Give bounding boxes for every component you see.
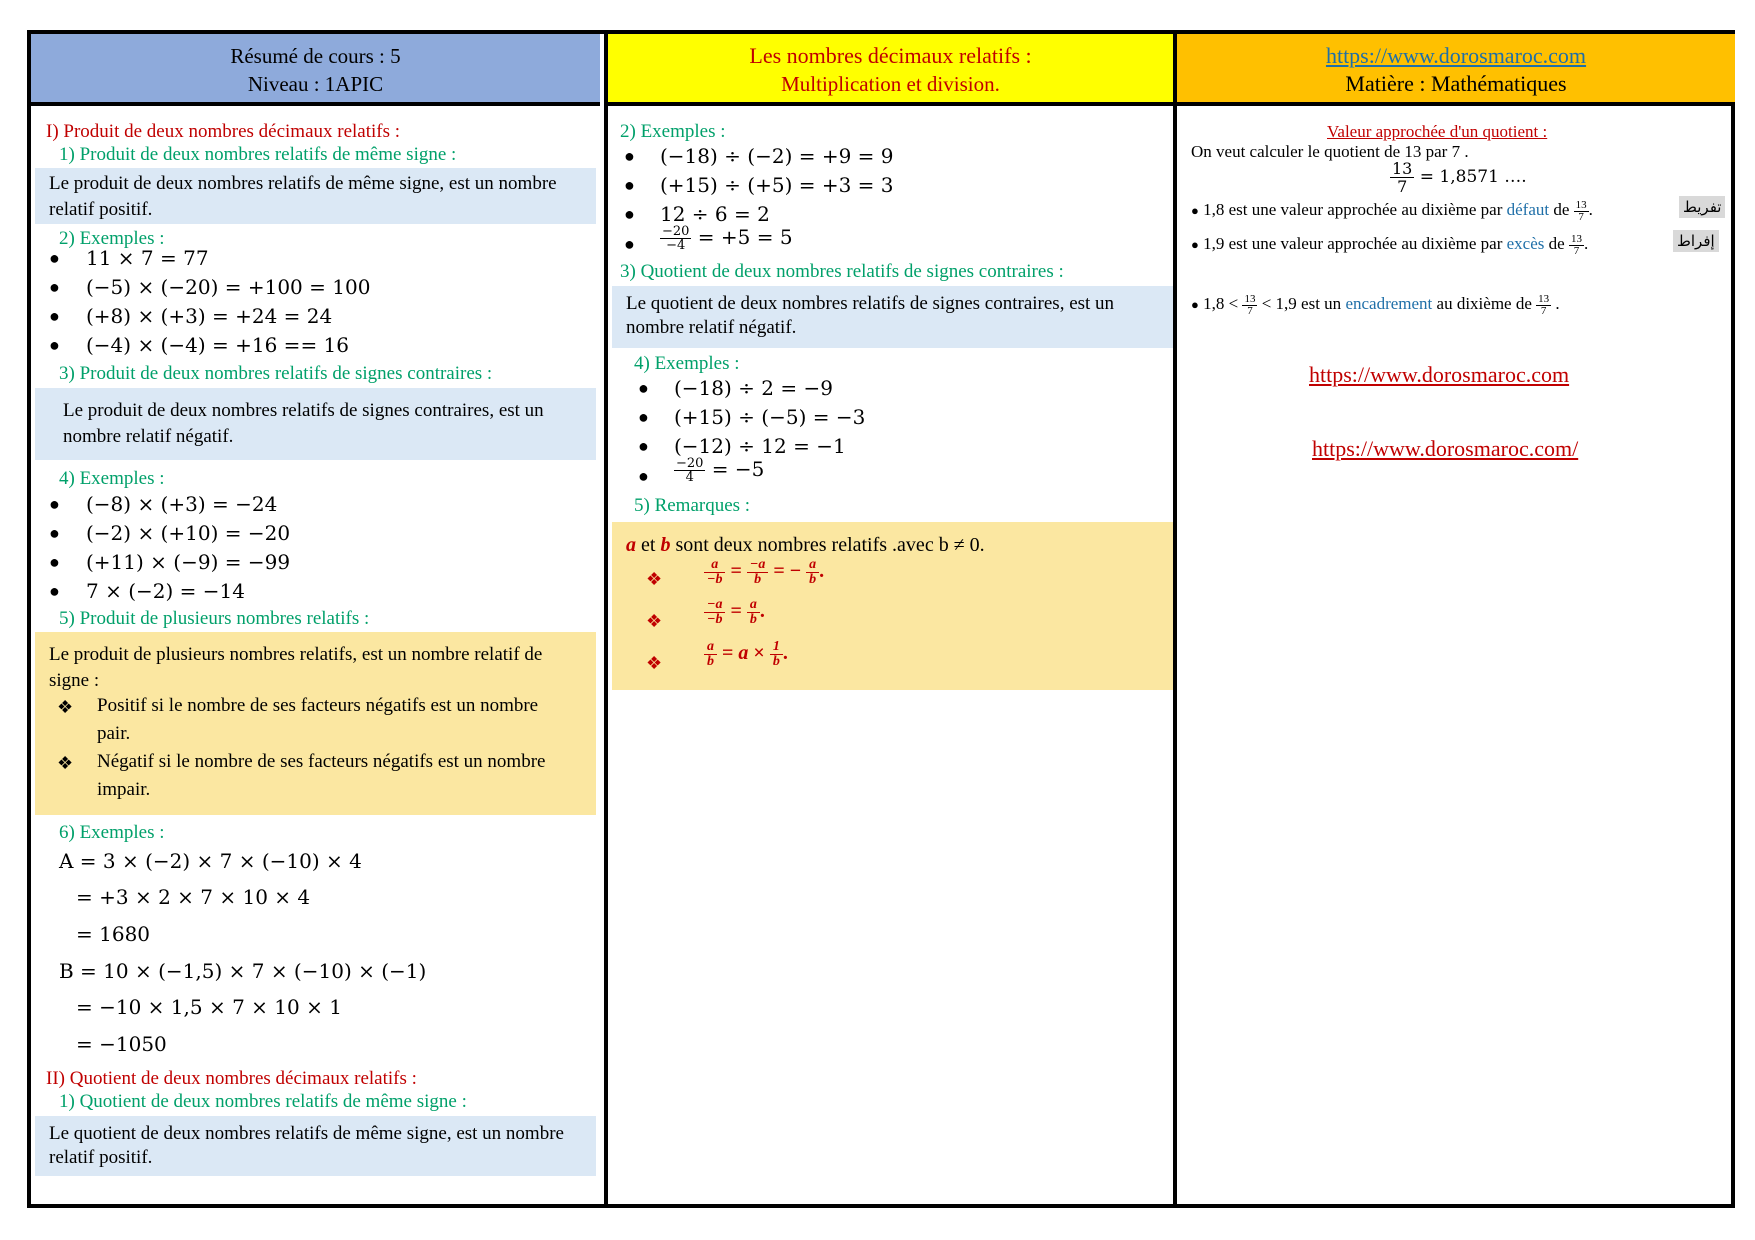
text: 1,8 < [1203,294,1239,313]
bullet-icon: ● [49,523,60,543]
calc-line-b3: = −1050 [76,1032,167,1056]
formula-sign-rule-2: $\frac{-a}{-b}$ = $\frac{a}{b}$ . [704,598,765,627]
arabic-term-default: تفريط [1679,196,1725,218]
subsection-1-1: 1) Produit de deux nombres relatifs de même signe : [59,144,457,165]
diamond-bullet-icon: ❖ [57,753,74,773]
column-middle [604,34,1173,1204]
fraction-result: = −5 [711,457,765,481]
fraction-numerator: −20 [662,224,690,239]
lesson-subtitle: Multiplication et division. [781,72,1000,96]
example-product: (+11) × (−9) = −99 [86,550,291,574]
subsection-1-4: 4) Exemples : [59,468,165,489]
example-quotient-fraction [660,224,793,252]
rule-box-several-factors [35,632,596,815]
rule-positive: Positif si le nombre de ses facteurs négatifs est un nombre pair. [97,695,539,744]
example-product: (−2) × (+10) = −20 [86,521,291,545]
fraction-result: = 1,8571 …. [1419,167,1527,187]
bullet-icon: ● [624,234,635,254]
example-product: (+8) × (+3) = +24 = 24 [86,304,333,328]
column-left [31,34,600,1204]
diamond-bullet-icon: ❖ [646,611,663,631]
remarks-box [612,522,1173,690]
subject-name: Matière : Mathématiques [1345,71,1567,96]
example-product: 11 × 7 = 77 [86,246,209,270]
bullet-icon: ● [49,306,60,326]
course-level: Niveau : 1APIC [247,72,384,96]
site-link-1[interactable]: https://www.dorosmaroc.com [1309,362,1570,387]
example-product: (−4) × (−4) = +16 == 16 [86,333,350,357]
rule-negative: Négatif si le nombre de ses facteurs négatifs est un nombre impair. [97,751,546,800]
approx-title: Valeur approchée d'un quotient : [1327,122,1548,141]
subsection-1-6: 6) Exemples : [59,822,165,843]
approx-intro: On veut calculer le quotient de 13 par 7 . [1191,142,1469,161]
fraction-numerator: 13 [1392,159,1413,178]
keyword-default: défaut [1506,200,1550,219]
bullet-icon: ● [49,581,60,601]
bullet-icon: ● [49,552,60,572]
bullet-icon: ● [49,494,60,514]
calc-line-b2: = −10 × 1,5 × 7 × 10 × 1 [76,995,342,1019]
fraction-result: = +5 = 5 [697,225,793,249]
bullet-icon: ● [638,436,649,456]
bullet-icon: ● [638,378,649,398]
subsection-2-4: 4) Exemples : [634,353,740,374]
rule-box-opposite-sign-product: Le produit de deux nombres relatifs de signes contraires, est un nombre relatif négatif. [35,388,596,460]
course-number: Résumé de cours : 5 [230,44,401,68]
text: au dixième de [1432,294,1532,313]
keyword-excess: excès [1506,234,1545,253]
bullet-icon: ● [1191,237,1199,252]
fraction-denominator: 4 [685,470,694,485]
lesson-title: Les nombres décimaux relatifs : [749,43,1032,68]
header-course-info [31,34,600,106]
fraction-denominator: −4 [666,238,686,253]
example-quotient-fraction [674,456,764,484]
section-1-title: I) Produit de deux nombres décimaux relatifs : [46,121,401,142]
bullet-icon: ● [49,335,60,355]
fraction-numerator: −20 [676,456,704,471]
header-lesson-title [608,34,1173,106]
diamond-bullet-icon: ❖ [646,569,663,589]
bullet-icon: ● [49,248,60,268]
fraction-denominator: 7 [1397,177,1408,196]
var-b: b [660,534,671,556]
formula-sign-rule-1: $\frac{a}{-b}$ = $\frac{-a}{b}$ = − $\frac{a}{b}$ . [704,558,824,587]
approx-excess-line: ● 1,9 est une valeur approchée au dixième par excès de $\frac{13}{7}$ . [1191,232,1589,257]
var-a: a [626,534,636,556]
example-quotient: (−12) ÷ 12 = −1 [674,434,846,458]
bullet-icon: ● [624,175,635,195]
section-2-title: II) Quotient de deux nombres décimaux relatifs : [46,1068,417,1089]
rule-intro: Le produit de plusieurs nombres relatifs, est un nombre relatif de signe : [49,644,543,691]
subsection-1-5: 5) Produit de plusieurs nombres relatifs : [59,608,370,629]
subsection-2-3: 3) Quotient de deux nombres relatifs de signes contraires : [620,261,1064,282]
bullet-icon: ● [638,407,649,427]
subsection-2-2: 2) Exemples : [620,121,726,142]
subsection-2-1: 1) Quotient de deux nombres relatifs de même signe : [59,1091,467,1112]
header-subject [1177,34,1735,106]
example-quotient: (−18) ÷ (−2) = +9 = 9 [660,144,894,168]
bullet-icon: ● [1191,297,1199,312]
text: 1,8 est une valeur approchée au dixième par [1203,200,1507,219]
site-link-2[interactable]: https://www.dorosmaroc.com/ [1312,436,1579,461]
remarks-text: sont deux nombres relatifs .avec b ≠ 0. [670,534,985,556]
approx-bracket-line: ● 1,8 < $\frac{13}{7}$ < 1,9 est un encadrement au dixième de $\frac{13}{7}$ . [1191,292,1560,317]
example-quotient: (−18) ÷ 2 = −9 [674,376,833,400]
text: de [1549,200,1570,219]
conjunction: et [636,534,661,556]
bullet-icon: ● [624,204,635,224]
subsection-2-5: 5) Remarques : [634,495,751,516]
bullet-icon: ● [49,277,60,297]
remarks-intro [626,532,1159,558]
example-product: 7 × (−2) = −14 [86,579,245,603]
rule-box-opposite-sign-quotient: Le quotient de deux nombres relatifs de signes contraires, est un nombre relatif négatif. [612,286,1173,348]
course-sheet [27,30,1735,1208]
example-quotient: (+15) ÷ (−5) = −3 [674,405,866,429]
example-product: (−5) × (−20) = +100 = 100 [86,275,371,299]
example-quotient: 12 ÷ 6 = 2 [660,202,770,226]
example-product: (−8) × (+3) = −24 [86,492,278,516]
keyword-bracket: encadrement [1345,294,1433,313]
rule-box-same-sign-product: Le produit de deux nombres relatifs de même signe, est un nombre relatif positif. [35,168,596,224]
formula-quotient-product: $\frac{a}{b}$ = a × $\frac{1}{b}$ . [704,640,788,669]
arabic-term-excess: إفراط [1673,230,1719,252]
bullet-icon: ● [1191,203,1199,218]
approx-default-line: ● 1,8 est une valeur approchée au dixième par défaut de $\frac{13}{7}$ . [1191,198,1593,223]
calc-line-b1: B = 10 × (−1,5) × 7 × (−10) × (−1) [59,959,427,983]
diamond-bullet-icon: ❖ [57,697,74,717]
bullet-icon: ● [624,146,635,166]
column-right [1173,34,1735,1204]
text: 1,9 est une valeur approchée au dixième par [1203,234,1507,253]
calc-line-a3: = 1680 [76,922,151,946]
calc-line-a2: = +3 × 2 × 7 × 10 × 4 [76,885,311,909]
calc-line-a1: A = 3 × (−2) × 7 × (−10) × 4 [59,849,362,873]
bullet-icon: ● [638,466,649,486]
header-site-link[interactable]: https://www.dorosmaroc.com [1325,43,1587,68]
diamond-bullet-icon: ❖ [646,653,663,673]
subsection-1-2: 2) Exemples : [59,228,165,249]
rule-box-same-sign-quotient: Le quotient de deux nombres relatifs de même signe, est un nombre relatif positif. [35,1116,596,1176]
text: de [1544,234,1565,253]
text: < 1,9 est un [1261,294,1346,313]
example-quotient: (+15) ÷ (+5) = +3 = 3 [660,173,894,197]
subsection-1-3: 3) Produit de deux nombres relatifs de signes contraires : [59,363,493,384]
quotient-value [1390,160,1527,195]
